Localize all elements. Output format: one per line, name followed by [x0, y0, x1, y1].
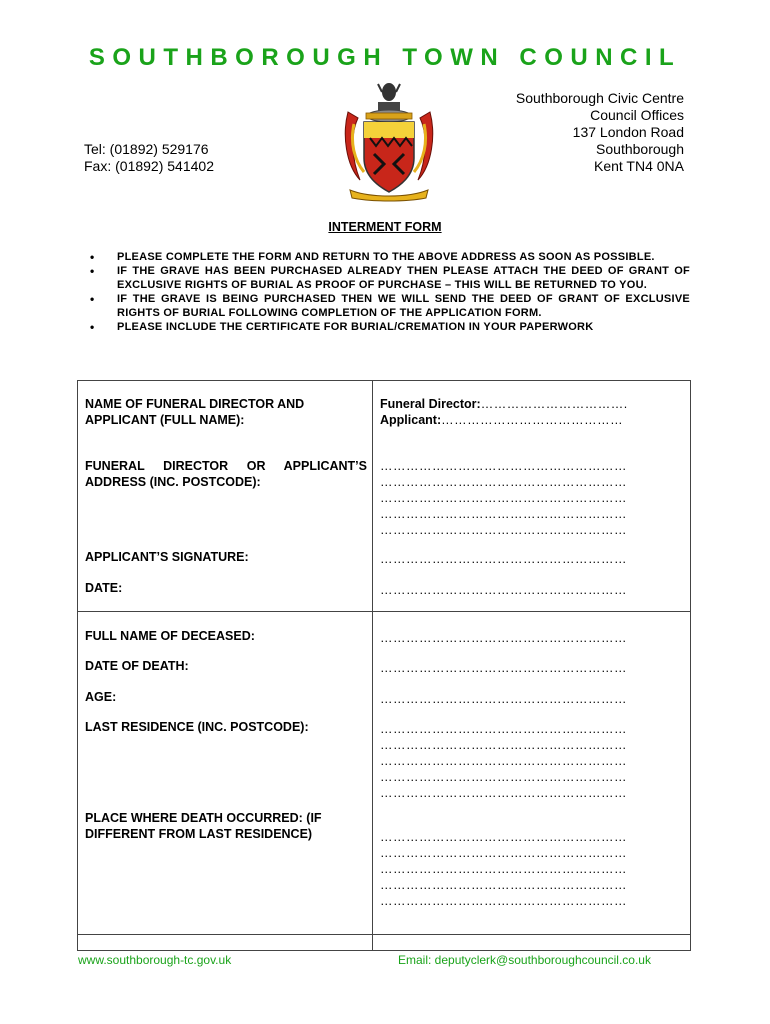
instruction-item: • IF THE GRAVE IS BEING PURCHASED THEN WE WILL SEND THE DEED OF GRANT OF EXCLUSIVE RIGHTS OF BURIAL FOLLOWING COMPLETION OF THE APPLICATION FORM.	[90, 292, 690, 320]
address-line: Council Offices	[590, 107, 684, 123]
last-residence-field[interactable]: …………………………………………………	[380, 722, 627, 736]
label-age: AGE:	[85, 690, 117, 704]
form-title: INTERMENT FORM	[328, 220, 442, 234]
signature-field[interactable]: …………………………………………………	[380, 552, 627, 566]
date-field[interactable]: …………………………………………………	[380, 583, 627, 597]
address-line-field[interactable]: …………………………………………………	[380, 475, 627, 489]
fax: Fax: (01892) 541402	[84, 158, 214, 174]
applicant-label: Applicant:	[380, 413, 442, 427]
label-last-residence: LAST RESIDENCE (INC. POSTCODE):	[85, 720, 309, 734]
council-crest-logo	[340, 80, 438, 202]
last-residence-field[interactable]: …………………………………………………	[380, 754, 627, 768]
place-of-death-field[interactable]: …………………………………………………	[380, 894, 627, 908]
last-residence-field[interactable]: …………………………………………………	[380, 786, 627, 800]
applicant-field[interactable]	[380, 412, 623, 428]
column-divider	[372, 380, 373, 951]
address-line-field[interactable]: …………………………………………………	[380, 491, 627, 505]
fill-line[interactable]: ……………………………………	[441, 413, 624, 427]
address-line: Southborough Civic Centre	[515, 90, 684, 106]
label-date: DATE:	[85, 581, 123, 595]
website-link[interactable]: www.southborough-tc.gov.uk	[78, 953, 232, 967]
label-signature: APPLICANT’S SIGNATURE:	[85, 550, 249, 564]
instructions-list	[90, 250, 690, 334]
place-of-death-field[interactable]: …………………………………………………	[380, 846, 627, 860]
council-title: SOUTHBOROUGH TOWN COUNCIL	[88, 44, 682, 71]
deceased-name-field[interactable]: …………………………………………………	[380, 631, 627, 645]
section-divider	[77, 611, 691, 612]
instruction-item: • PLEASE COMPLETE THE FORM AND RETURN TO THE ABOVE ADDRESS AS SOON AS POSSIBLE.	[90, 250, 690, 264]
label-date-of-death: DATE OF DEATH:	[85, 659, 189, 673]
address-line-field[interactable]: …………………………………………………	[380, 523, 627, 537]
place-of-death-field[interactable]: …………………………………………………	[380, 830, 627, 844]
council-address	[516, 90, 684, 175]
address-line-field[interactable]: …………………………………………………	[380, 507, 627, 521]
funeral-director-label: Funeral Director:	[380, 397, 481, 411]
age-field[interactable]: …………………………………………………	[380, 692, 627, 706]
place-of-death-field[interactable]: …………………………………………………	[380, 862, 627, 876]
last-residence-field[interactable]: …………………………………………………	[380, 738, 627, 752]
funeral-director-field[interactable]	[380, 396, 628, 412]
place-of-death-field[interactable]: …………………………………………………	[380, 878, 627, 892]
date-of-death-field[interactable]: …………………………………………………	[380, 661, 627, 675]
label-funeral-director-name: NAME OF FUNERAL DIRECTOR AND APPLICANT (FULL NAME):	[85, 397, 305, 427]
address-line: Kent TN4 0NA	[593, 158, 684, 174]
section-divider	[77, 934, 691, 935]
contact-numbers	[84, 141, 214, 175]
label-deceased-name: FULL NAME OF DECEASED:	[85, 629, 255, 643]
label-address: FUNERAL DIRECTOR OR APPLICANT’S ADDRESS (INC. POSTCODE):	[85, 459, 367, 489]
address-line-field[interactable]: …………………………………………………	[380, 459, 627, 473]
label-place-of-death: PLACE WHERE DEATH OCCURRED: (IF DIFFERENT FROM LAST RESIDENCE)	[85, 811, 322, 841]
instruction-item: • PLEASE INCLUDE THE CERTIFICATE FOR BURIAL/CREMATION IN YOUR PAPERWORK	[90, 320, 690, 334]
fill-line[interactable]: …………………………….	[480, 397, 628, 411]
address-line: Southborough	[596, 141, 684, 157]
instruction-item: • IF THE GRAVE HAS BEEN PURCHASED ALREADY THEN PLEASE ATTACH THE DEED OF GRANT OF EXCLUSIVE RIGHTS OF BURIAL AS PROOF OF PURCHASE – THIS WILL BE RETURNED TO YOU.	[90, 264, 690, 292]
address-line: 137 London Road	[572, 124, 684, 140]
last-residence-field[interactable]: …………………………………………………	[380, 770, 627, 784]
email-link[interactable]: Email: deputyclerk@southboroughcouncil.co.uk	[398, 953, 651, 967]
telephone: Tel: (01892) 529176	[84, 141, 209, 157]
